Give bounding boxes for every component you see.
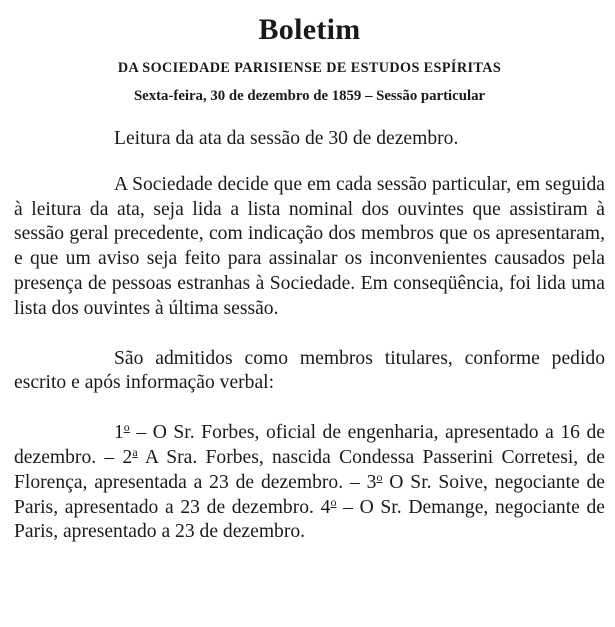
ordinal-indicator-4: o [330,494,337,509]
ordinal-indicator-3: o [376,469,383,484]
paragraph-minutes-reading: Leitura da ata da sessão de 30 de dezembro. [114,128,459,149]
member-entry-4: – O Sr. Demange, negociante de Paris, apresentado a 23 de dezembro. [14,496,605,543]
session-dateline: Sexta-feira, 30 de dezembro de 1859 – Sessão particular [133,88,486,104]
member-number-4: 4 [320,496,331,518]
member-number-3: 3 [366,471,377,493]
member-entry-2: A Sra. Forbes, nascida Condessa Passerini Corretesi, de Florença, apresentada a 23 de dezembro. – [14,446,605,493]
paragraph-admitted-members [14,421,605,545]
ordinal-indicator-2: a [132,444,138,459]
page-title: Boletim [258,13,361,46]
page-subtitle: DA SOCIEDADE PARISIENSE DE ESTUDOS ESPÍRITAS [117,60,502,76]
paragraph-admissions-intro: São admitidos como membros titulares, conforme pedido escrito e após informação verbal: [14,347,605,394]
ordinal-indicator-1: o [123,420,130,435]
paragraph-society-decision: A Sociedade decide que em cada sessão particular, em seguida à leitura da ata, seja lida a lista nominal dos ouvintes que assistiram à sessão geral precedente, com indicação dos membros que os apresentaram, e que um aviso seja feito para assinalar os inconvenientes causados pela presença de pessoas estranhas à Sociedade. Em conseqüência, foi lida uma lista dos ouvintes à última sessão. [14,173,605,319]
member-number-1: 1 [114,422,124,444]
member-entry-1: – O Sr. Forbes, oficial de engenharia, apresentado a 16 de dezembro. – [14,422,605,468]
member-number-2: 2 [122,446,133,468]
member-entry-3: O Sr. Soive, negociante de Paris, apresentado a 23 de dezembro. [14,471,605,518]
